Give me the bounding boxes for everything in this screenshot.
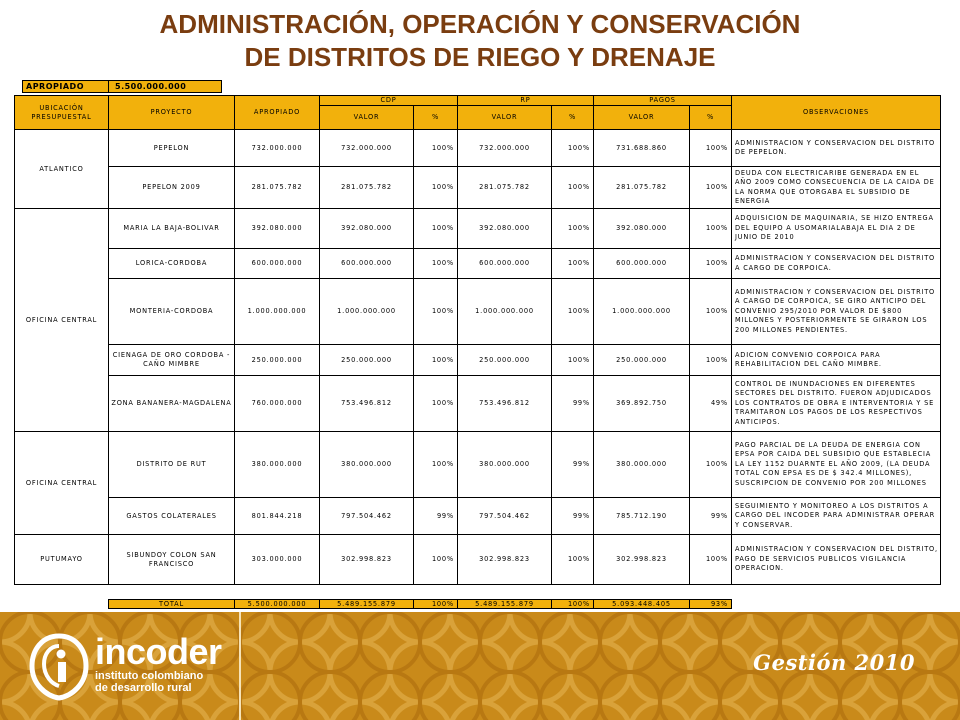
- cdp-pct-cell: 100%: [414, 376, 458, 432]
- rp-valor-cell: 250.000.000: [458, 345, 552, 376]
- header-rp-valor: VALOR: [458, 106, 552, 130]
- rp-valor-cell: 732.000.000: [458, 130, 552, 167]
- apropiado-cell: 392.080.000: [235, 209, 320, 249]
- project-cell: GASTOS COLATERALES: [109, 498, 235, 535]
- cdp-pct-cell: 100%: [414, 345, 458, 376]
- table-row: [15, 209, 941, 249]
- apropiado-cell: 281.075.782: [235, 167, 320, 209]
- rp-valor-cell: 1.000.000.000: [458, 279, 552, 345]
- cdp-pct-cell: 100%: [414, 167, 458, 209]
- project-cell: CIENAGA DE ORO CORDOBA - CAÑO MIMBRE: [109, 345, 235, 376]
- location-cell: OFICINA CENTRAL: [15, 432, 109, 535]
- header-ubicacion: UBICACIÓN PRESUPUESTAL: [15, 96, 109, 130]
- project-cell: PEPELON: [109, 130, 235, 167]
- pagos-pct-cell: 100%: [690, 130, 732, 167]
- pagos-pct-cell: 49%: [690, 376, 732, 432]
- rp-pct-cell: 100%: [552, 249, 594, 279]
- pagos-valor-cell: 392.080.000: [594, 209, 690, 249]
- cdp-valor-cell: 302.998.823: [320, 535, 414, 585]
- apropiado-summary-box: [22, 80, 222, 93]
- total-cdp-valor: 5.489.155.879: [320, 600, 414, 609]
- total-rp-valor: 5.489.155.879: [458, 600, 552, 609]
- cdp-pct-cell: 99%: [414, 498, 458, 535]
- pagos-valor-cell: 250.000.000: [594, 345, 690, 376]
- total-label: TOTAL: [109, 600, 235, 609]
- cdp-valor-cell: 392.080.000: [320, 209, 414, 249]
- cdp-pct-cell: 100%: [414, 209, 458, 249]
- cdp-pct-cell: 100%: [414, 249, 458, 279]
- header-rp-pct: %: [552, 106, 594, 130]
- project-cell: MARIA LA BAJA-BOLIVAR: [109, 209, 235, 249]
- pagos-pct-cell: 100%: [690, 167, 732, 209]
- cdp-valor-cell: 732.000.000: [320, 130, 414, 167]
- header-observaciones: OBSERVACIONES: [732, 96, 941, 130]
- table-row: [15, 376, 941, 432]
- pagos-valor-cell: 785.712.190: [594, 498, 690, 535]
- table-row: [15, 535, 941, 585]
- rp-valor-cell: 600.000.000: [458, 249, 552, 279]
- project-cell: DISTRITO DE RUT: [109, 432, 235, 498]
- budget-table: [14, 95, 941, 585]
- rp-valor-cell: 380.000.000: [458, 432, 552, 498]
- pagos-valor-cell: 369.892.750: [594, 376, 690, 432]
- footer-divider: [239, 612, 241, 720]
- rp-pct-cell: 100%: [552, 209, 594, 249]
- rp-pct-cell: 100%: [552, 130, 594, 167]
- observation-cell: ADICION CONVENIO CORPOICA PARA REHABILITACION DEL CAÑO MIMBRE.: [732, 345, 941, 376]
- cdp-valor-cell: 797.504.462: [320, 498, 414, 535]
- header-apropiado: APROPIADO: [235, 96, 320, 130]
- pagos-valor-cell: 302.998.823: [594, 535, 690, 585]
- apropiado-cell: 801.844.218: [235, 498, 320, 535]
- pagos-valor-cell: 600.000.000: [594, 249, 690, 279]
- table-row: [15, 167, 941, 209]
- rp-valor-cell: 302.998.823: [458, 535, 552, 585]
- total-cdp-pct: 100%: [414, 600, 458, 609]
- cdp-valor-cell: 281.075.782: [320, 167, 414, 209]
- pagos-valor-cell: 281.075.782: [594, 167, 690, 209]
- total-apropiado: 5.500.000.000: [235, 600, 320, 609]
- observation-cell: ADMINISTRACION Y CONSERVACION DEL DISTRITO A CARGO DE CORPOICA.: [732, 249, 941, 279]
- observation-cell: ADQUISICION DE MAQUINARIA, SE HIZO ENTREGA DEL EQUIPO A USOMARIALABAJA EL DIA 2 DE JUNIO DE 2010: [732, 209, 941, 249]
- cdp-valor-cell: 380.000.000: [320, 432, 414, 498]
- brand-name: incoder: [95, 631, 222, 672]
- cdp-pct-cell: 100%: [414, 432, 458, 498]
- pagos-pct-cell: 100%: [690, 535, 732, 585]
- incoder-logo-icon: [28, 632, 90, 702]
- total-row: [108, 599, 732, 609]
- project-cell: MONTERIA-CORDOBA: [109, 279, 235, 345]
- header-cdp: CDP: [320, 96, 458, 106]
- project-cell: PEPELON 2009: [109, 167, 235, 209]
- table-row: [15, 279, 941, 345]
- total-rp-pct: 100%: [552, 600, 594, 609]
- page-title: [0, 8, 960, 74]
- apropiado-cell: 380.000.000: [235, 432, 320, 498]
- apropiado-cell: 732.000.000: [235, 130, 320, 167]
- header-cdp-valor: VALOR: [320, 106, 414, 130]
- project-cell: ZONA BANANERA-MAGDALENA: [109, 376, 235, 432]
- gestion-tagline: Gestión 2010: [753, 650, 915, 675]
- pagos-pct-cell: 99%: [690, 498, 732, 535]
- cdp-pct-cell: 100%: [414, 130, 458, 167]
- table-row: [15, 130, 941, 167]
- header-proyecto: PROYECTO: [109, 96, 235, 130]
- rp-pct-cell: 100%: [552, 345, 594, 376]
- location-cell: OFICINA CENTRAL: [15, 209, 109, 432]
- header-cdp-pct: %: [414, 106, 458, 130]
- cdp-pct-cell: 100%: [414, 279, 458, 345]
- cdp-valor-cell: 600.000.000: [320, 249, 414, 279]
- header-pagos-pct: %: [690, 106, 732, 130]
- cdp-valor-cell: 753.496.812: [320, 376, 414, 432]
- table-row: [15, 498, 941, 535]
- pagos-valor-cell: 1.000.000.000: [594, 279, 690, 345]
- observation-cell: ADMINISTRACION Y CONSERVACION DEL DISTRITO DE PEPELON.: [732, 130, 941, 167]
- rp-pct-cell: 99%: [552, 376, 594, 432]
- brand-subtitle-2: de desarrollo rural: [95, 682, 192, 694]
- rp-valor-cell: 753.496.812: [458, 376, 552, 432]
- observation-cell: SEGUIMIENTO Y MONITOREO A LOS DISTRITOS A CARGO DEL INCODER PARA ADMINISTRAR OPERAR Y CONSERVAR.: [732, 498, 941, 535]
- header-rp: RP: [458, 96, 594, 106]
- cdp-valor-cell: 250.000.000: [320, 345, 414, 376]
- rp-valor-cell: 797.504.462: [458, 498, 552, 535]
- observation-cell: ADMINISTRACION Y CONSERVACION DEL DISTRITO A CARGO DE CORPOICA, SE GIRO ANTICIPO DEL CONVENIO 295/2010 POR VALOR DE $800 MILLONES Y POSTERIORMENTE SE GIRARON LOS 200 MILLONES PENDIENTES.: [732, 279, 941, 345]
- rp-pct-cell: 100%: [552, 279, 594, 345]
- location-cell: PUTUMAYO: [15, 535, 109, 585]
- total-pagos-valor: 5.093.448.405: [594, 600, 690, 609]
- observation-cell: ADMINISTRACION Y CONSERVACION DEL DISTRITO, PAGO DE SERVICIOS PUBLICOS VIGILANCIA OPERACION.: [732, 535, 941, 585]
- observation-cell: CONTROL DE INUNDACIONES EN DIFERENTES SECTORES DEL DISTRITO. FUERON ADJUDICADOS LOS CONTRATOS DE OBRA E INTERVENTORIA Y SE TRAMITARON LOS PAGOS DE LOS RESPECTIVOS ANTICIPOS.: [732, 376, 941, 432]
- pagos-pct-cell: 100%: [690, 209, 732, 249]
- apropiado-cell: 760.000.000: [235, 376, 320, 432]
- brand-block: [95, 631, 222, 694]
- project-cell: SIBUNDOY COLON SAN FRANCISCO: [109, 535, 235, 585]
- apropiado-cell: 250.000.000: [235, 345, 320, 376]
- pagos-valor-cell: 731.688.860: [594, 130, 690, 167]
- header-pagos-valor: VALOR: [594, 106, 690, 130]
- rp-valor-cell: 392.080.000: [458, 209, 552, 249]
- rp-pct-cell: 100%: [552, 535, 594, 585]
- table-row: [15, 249, 941, 279]
- rp-valor-cell: 281.075.782: [458, 167, 552, 209]
- apropiado-cell: 600.000.000: [235, 249, 320, 279]
- pagos-pct-cell: 100%: [690, 345, 732, 376]
- apropiado-summary-label: APROPIADO: [23, 81, 109, 92]
- cdp-valor-cell: 1.000.000.000: [320, 279, 414, 345]
- apropiado-cell: 1.000.000.000: [235, 279, 320, 345]
- total-pagos-pct: 93%: [690, 600, 732, 609]
- pagos-pct-cell: 100%: [690, 249, 732, 279]
- footer-banner: [0, 612, 960, 720]
- observation-cell: PAGO PARCIAL DE LA DEUDA DE ENERGIA CON EPSA POR CAIDA DEL SUBSIDIO QUE ESTABLECIA LA LEY 1152 DUARNTE EL AÑO 2009, (LA DEUDA TOTAL CON EPSA ES DE $ 342.4 MILLONES), SUSCRIPCION DE CONVENIO POR 200 MILLONES: [732, 432, 941, 498]
- apropiado-cell: 303.000.000: [235, 535, 320, 585]
- rp-pct-cell: 99%: [552, 432, 594, 498]
- project-cell: LORICA-CORDOBA: [109, 249, 235, 279]
- table-row: [15, 432, 941, 498]
- cdp-pct-cell: 100%: [414, 535, 458, 585]
- observation-cell: DEUDA CON ELECTRICARIBE GENERADA EN EL AÑO 2009 COMO CONSECUENCIA DE LA CAIDA DE LA NORMA QUE OTORGABA EL SUBSIDIO DE ENERGIA: [732, 167, 941, 209]
- apropiado-summary-value: 5.500.000.000: [109, 81, 221, 92]
- pagos-pct-cell: 100%: [690, 432, 732, 498]
- title-line-1: ADMINISTRACIÓN, OPERACIÓN Y CONSERVACIÓN: [159, 9, 801, 39]
- pagos-valor-cell: 380.000.000: [594, 432, 690, 498]
- rp-pct-cell: 100%: [552, 167, 594, 209]
- brand-subtitle-1: instituto colombiano: [95, 670, 204, 682]
- title-line-2: DE DISTRITOS DE RIEGO Y DRENAJE: [244, 42, 716, 72]
- rp-pct-cell: 99%: [552, 498, 594, 535]
- table-row: [15, 345, 941, 376]
- location-cell: ATLANTICO: [15, 130, 109, 209]
- pagos-pct-cell: 100%: [690, 279, 732, 345]
- header-pagos: PAGOS: [594, 96, 732, 106]
